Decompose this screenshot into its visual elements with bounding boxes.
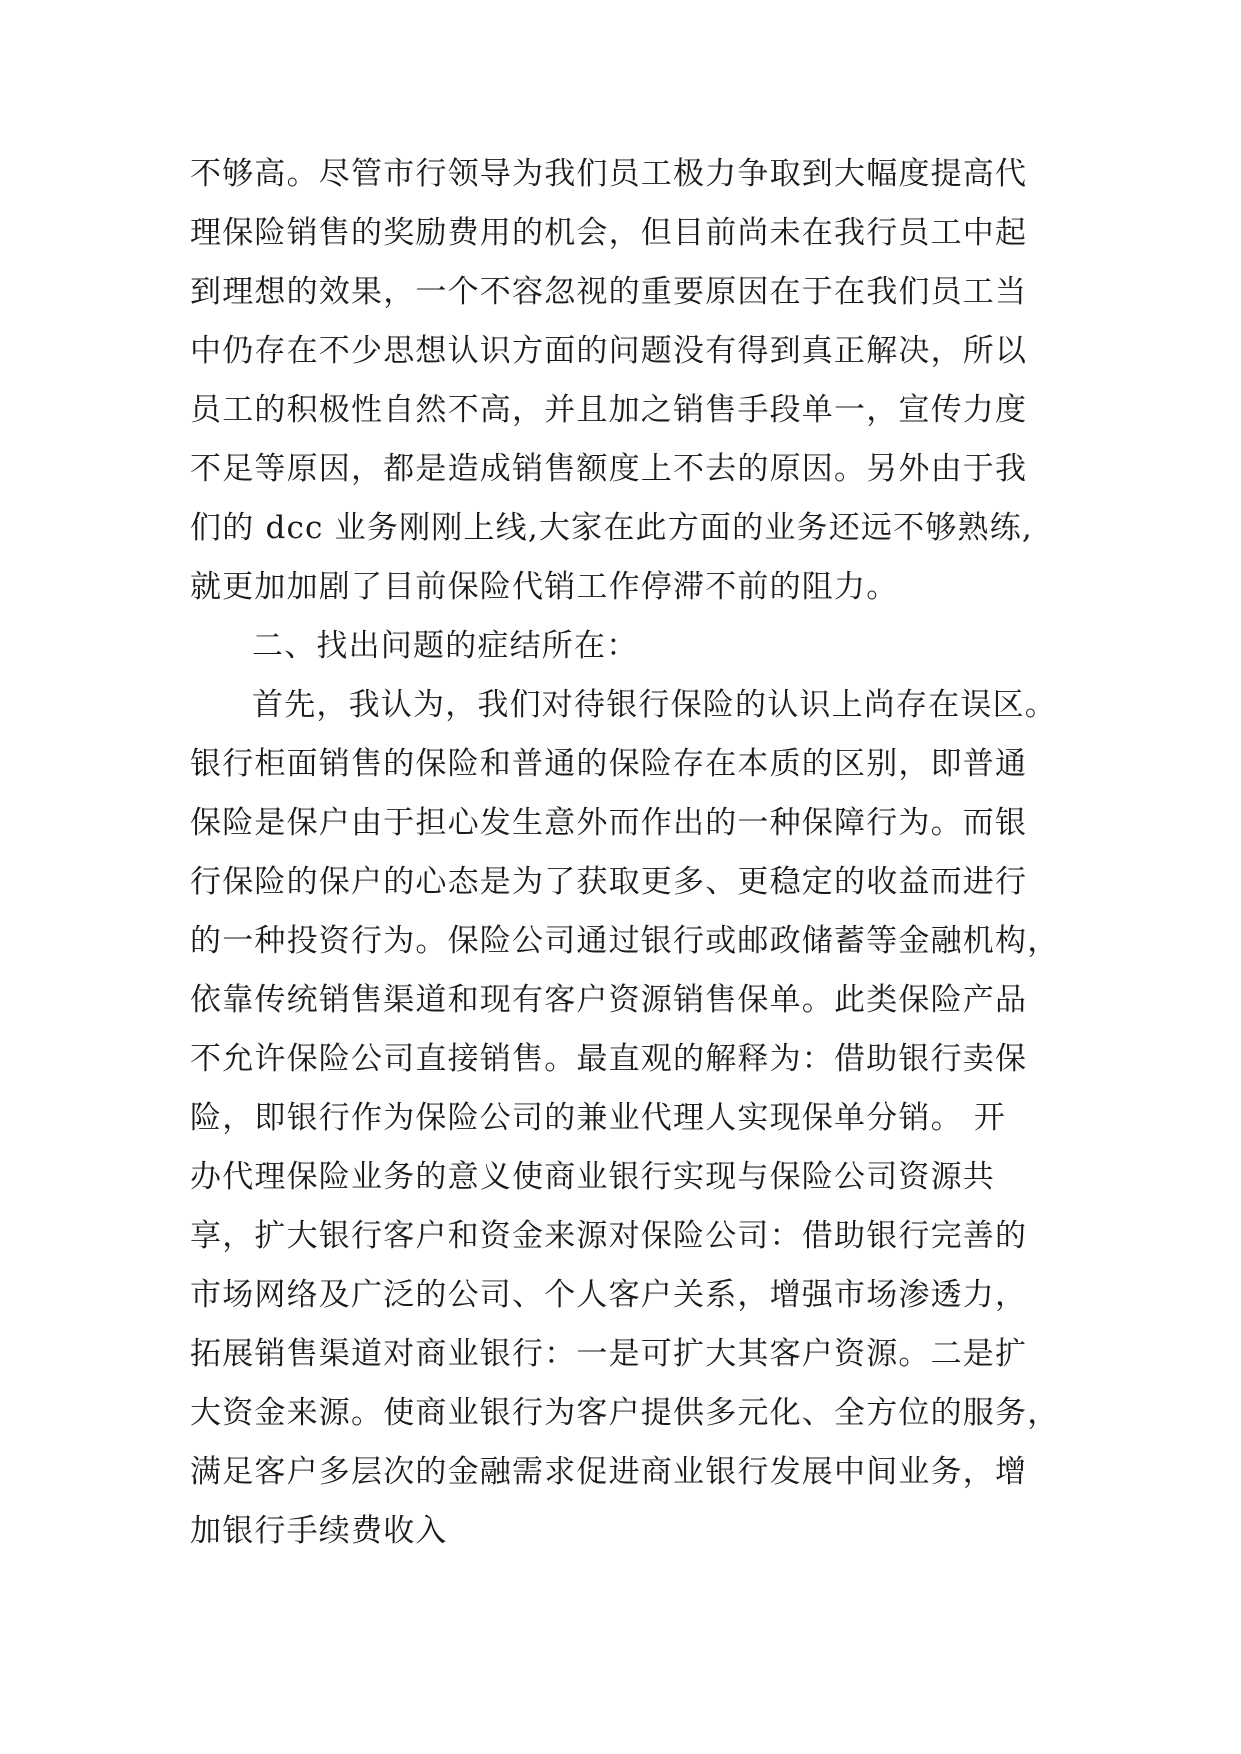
text-line: 保险是保户由于担心发生意外而作出的一种保障行为。而银 — [190, 805, 1028, 841]
body-text — [190, 145, 1060, 1561]
text-line: 依靠传统销售渠道和现有客户资源销售保单。此类保险产品 — [190, 982, 1028, 1018]
text-line: 加银行手续费收入 — [190, 1513, 448, 1549]
text-line: 享，扩大银行客户和资金来源对保险公司：借助银行完善的 — [190, 1218, 1028, 1254]
text-line: 市场网络及广泛的公司、个人客户关系，增强市场渗透力， — [190, 1277, 1028, 1313]
text-line: 办代理保险业务的意义使商业银行实现与保险公司资源共 — [190, 1159, 995, 1195]
text-line: 员工的积极性自然不高，并且加之销售手段单一，宣传力度 — [190, 392, 1028, 428]
section-heading: 二、找出问题的症结所在： — [252, 628, 639, 664]
text-line: 拓展销售渠道对商业银行：一是可扩大其客户资源。二是扩 — [190, 1336, 1028, 1372]
text-line: 不够高。尽管市行领导为我们员工极力争取到大幅度提高代 — [190, 156, 1028, 192]
text-line: 险，即银行作为保险公司的兼业代理人实现保单分销。 开 — [190, 1100, 1007, 1136]
text-line: 不足等原因，都是造成销售额度上不去的原因。另外由于我 — [190, 451, 1028, 487]
text-line: 首先，我认为，我们对待银行保险的认识上尚存在误区。 — [252, 687, 1057, 723]
text-line: 理保险销售的奖励费用的机会，但目前尚未在我行员工中起 — [190, 215, 1028, 251]
text-line: 的一种投资行为。保险公司通过银行或邮政储蓄等金融机构， — [190, 923, 1060, 959]
text-line: 到理想的效果，一个不容忽视的重要原因在于在我们员工当 — [190, 274, 1028, 310]
text-line: 银行柜面销售的保险和普通的保险存在本质的区别，即普通 — [190, 746, 1028, 782]
text-line: 们的 dcc 业务刚刚上线,大家在此方面的业务还远不够熟练, — [190, 510, 1033, 546]
text-line: 就更加加剧了目前保险代销工作停滞不前的阻力。 — [190, 569, 899, 605]
text-line: 中仍存在不少思想认识方面的问题没有得到真正解决，所以 — [190, 333, 1028, 369]
text-line: 满足客户多层次的金融需求促进商业银行发展中间业务，增 — [190, 1454, 1028, 1490]
text-line: 大资金来源。使商业银行为客户提供多元化、全方位的服务， — [190, 1395, 1060, 1431]
text-line: 不允许保险公司直接销售。最直观的解释为：借助银行卖保 — [190, 1041, 1028, 1077]
text-line: 行保险的保户的心态是为了获取更多、更稳定的收益而进行 — [190, 864, 1028, 900]
